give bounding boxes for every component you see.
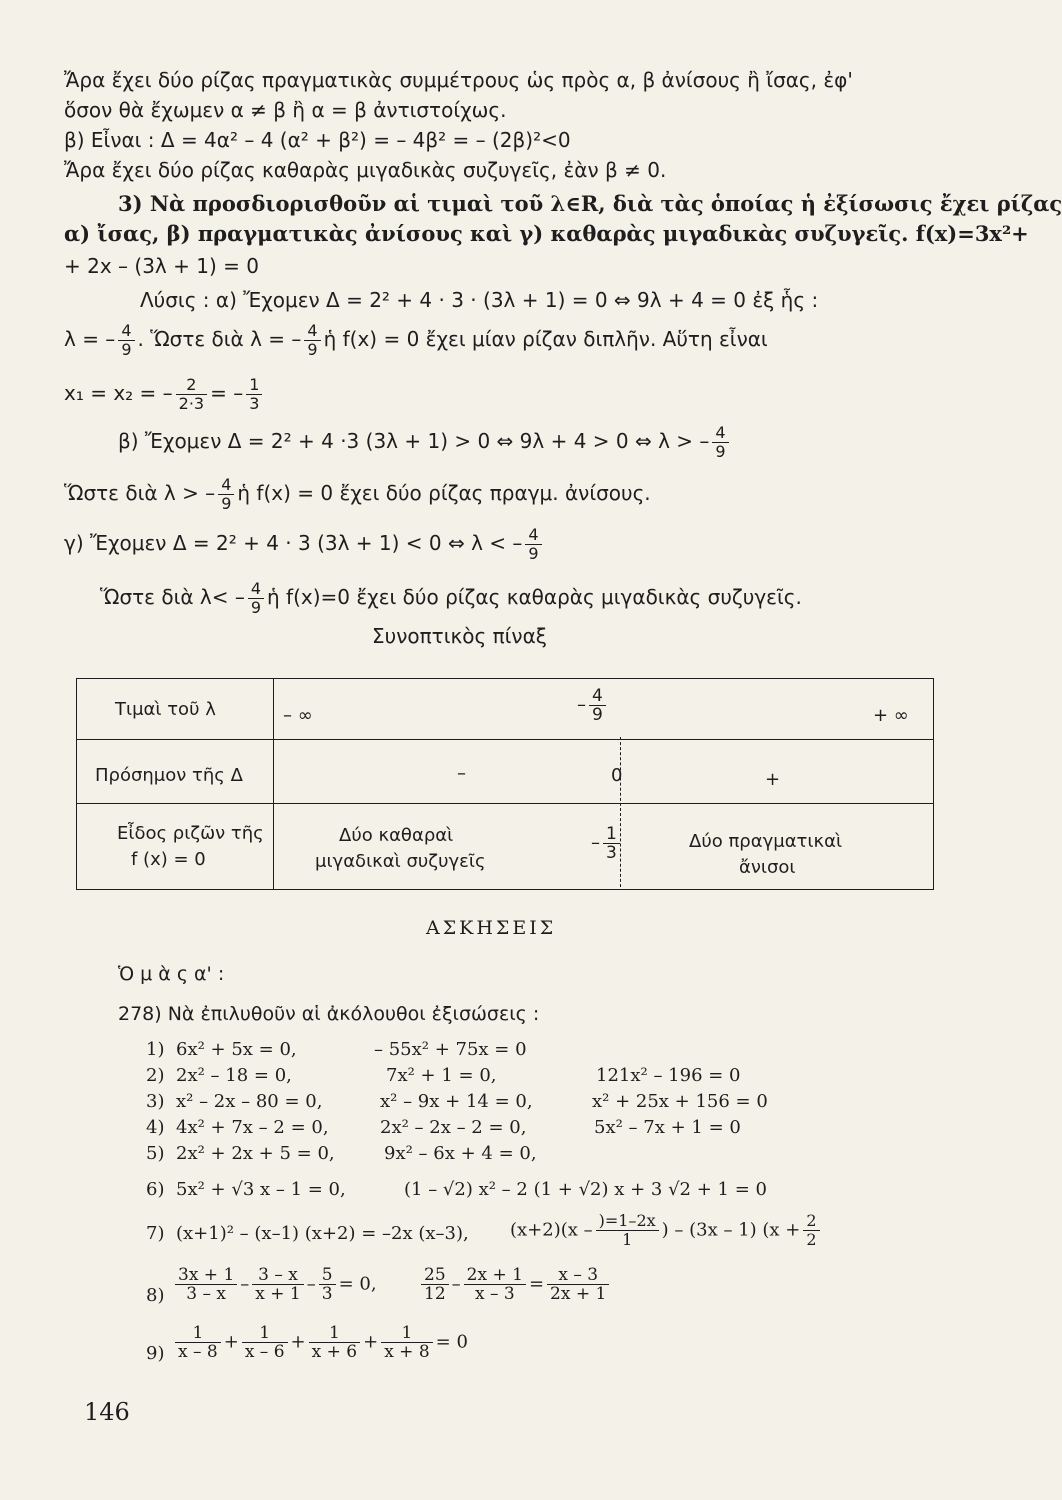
left-kind-a: Δύο καθαραὶ: [339, 825, 454, 846]
row-label-kind-b: f (x) = 0: [131, 849, 206, 870]
fraction-2-over-2x3: $\frac{2}{2\cdot 3}$: [176, 376, 207, 413]
table-divider: [77, 803, 933, 804]
fraction-4-9: $\frac{4}{9}$: [248, 580, 264, 617]
book-page: Ἄρα ἔχει δύο ρίζας πραγματικὰς συμμέτρους ὡς πρὸς α, β ἀνίσους ἢ ἴσας, ἐφ' ὅσον θὰ ἔχωμεν α ≠ β ἢ α = β ἀντιστοίχως. β) Εἶναι : Δ = 4α² – 4 (α² + β²) = – 4β² = – (2β)²<0 Ἄρα ἔχει δύο ρίζας καθαρὰς μιγαδικὰς συζυγεῖς, ἐὰν β ≠ 0. 3) Νὰ προσδιορισθοῦν αἱ τιμαὶ τοῦ λ∈R, διὰ τὰς ὁποίας ἡ ἐξίσωσις ἔχει ρίζας α) ἴσας, β) πραγματικὰς ἀνίσους καὶ γ) καθαρὰς μιγαδικὰς συζυγεῖς. f(x)=3x²+ + 2x – (3λ + 1) = 0 Λύσις : α) Ἔχομεν Δ = 2² + 4 · 3 · (3λ + 1) = 0 ⇔ 9λ + 4 = 0 ἐξ ἧς : λ = – $\frac{4}{9}$ . Ὥστε διὰ λ = – $\frac{4}{9}$ ἡ f(x) = 0 ἔχει μίαν ρίζαν διπλῆν. Αὕτη εἶναι x₁ = x₂ = – $\frac{2}{2\cdot 3}$ = – $\frac{1}{3}$ β) Ἔχομεν Δ = 2² + 4 ·3 (3λ + 1) > 0 ⇔ 9λ + 4 > 0 ⇔ λ > – $\frac{4}{9}$ Ὥστε διὰ λ > – $\frac{4}{9}$ ἡ f(x) = 0 ἔχει δύο ρίζας πραγμ. ἀνίσους. γ) Ἔχομεν Δ = 2² + 4 · 3 (3λ + 1) < 0 ⇔ λ < – $\frac{4}{9}$ Ὥστε διὰ λ< – $\frac{4}{9}$ ἡ f(x)=0 ἔχει δύο ρίζας καθαρὰς μιγαδικὰς συζυγεῖς. Συνοπτικὸς πίναξ Τιμαὶ τοῦ λ – ∞ – $\frac{4}{9}$ + ∞ Πρόσημον τῆς Δ – 0 + Εἶδος ριζῶν τῆς f (x) = 0 Δύο καθαραὶ μιγαδικαὶ συζυγεῖς – $\frac{1}{3}$ Δύο πραγματικαὶ ἄνισοι ΑΣΚΗΣΕΙΣ Ὁ μ ὰ ς α' : 278) Νὰ ἐπιλυθοῦν αἱ ἀκόλουθοι ἐξισώσεις : 1) 6x² + 5x = 0, – 55x² + 75x = 0 2) 2x² – 18 = 0, 7x² + 1 = 0, 121x² – 196 = 0 3) x² – 2x – 80 = 0, x² – 9x + 14 = 0, x² + 25x + 156 = 0 4) 4x² + 7x – 2 = 0, 2x² – 2x – 2 = 0, 5x² – 7x + 1 = 0 5) 2x² + 2x + 5 = 0, 9x² – 6x + 4 = 0, 6) 5x² + √3 x – 1 = 0, (1 – √2) x² – 2 (1 + √2) x + 3 √2 + 1 = 0 7) (x+1)² – (x–1) (x+2) = –2x (x–3), (x+2)(x – $\frac{)=1-2x}{1}$ ) – (3x – 1) (x + $\frac{2}{2}$ 8) $\frac{3x + 1}{3 - x}$ – $\frac{3 - x}{x + 1}$ – $\frac{5}{3}$ = 0, $\frac{25}{12}$ – $\frac{2x + 1}{x - 3}$ = $\frac{x - 3}{2x + 1}$ 9) $\frac{1}{x - 8}$ + $\frac{1}{x - 6}$ + $\frac{1}{x + 6}$ + $\frac{1}{x + 8}$ = 0 146: [64, 68, 1062, 1426]
solution-b-line: β) Ἔχομεν Δ = 2² + 4 ·3 (3λ + 1) > 0 ⇔ 9λ + 4 > 0 ⇔ λ > – $\frac{4}{9}$: [118, 424, 732, 461]
group-a-label: Ὁ μ ὰ ς α' :: [118, 963, 225, 985]
sign-zero: 0: [611, 765, 623, 786]
critical-value-guide: [620, 737, 621, 887]
fraction-4-9: $\frac{4}{9}$: [525, 526, 541, 563]
row-label-lambda: Τιμαὶ τοῦ λ: [115, 699, 216, 720]
intro-line-2: ὅσον θὰ ἔχωμεν α ≠ β ἢ α = β ἀντιστοίχως.: [64, 98, 507, 122]
problem-3-line-2: α) ἴσας, β) πραγματικὰς ἀνίσους καὶ γ) καθαρὰς μιγαδικὰς συζυγεῖς. f(x)=3x²+: [64, 221, 1029, 246]
sign-negative: –: [457, 763, 466, 784]
intro-line-3: β) Εἶναι : Δ = 4α² – 4 (α² + β²) = – 4β² = – (2β)²<0: [64, 128, 571, 152]
exercise-1: 1) 6x² + 5x = 0, – 55x² + 75x = 0: [146, 1039, 527, 1060]
exercise-278-intro: 278) Νὰ ἐπιλυθοῦν αἱ ἀκόλουθοι ἐξισώσεις :: [118, 1003, 540, 1025]
lambda-mid: . Ὥστε διὰ λ = –: [137, 327, 302, 351]
fraction-4-9: $\frac{4}{9}$: [118, 322, 134, 359]
critical-value: – $\frac{4}{9}$: [577, 687, 609, 724]
exercise-2: 2) 2x² – 18 = 0, 7x² + 1 = 0, 121x² – 196 = 0: [146, 1065, 741, 1086]
solution-b-conclusion: Ὥστε διὰ λ > – $\frac{4}{9}$ ἡ f(x) = 0 ἔχει δύο ρίζας πραγμ. ἀνίσους.: [64, 475, 651, 513]
exercise-7: 7) (x+1)² – (x–1) (x+2) = –2x (x–3), (x+2)(x – $\frac{)=1-2x}{1}$ ) – (3x – 1) (x + $\frac{2}{2}$: [146, 1222, 164, 1246]
sign-positive: +: [765, 769, 781, 790]
fraction-4-9: $\frac{4}{9}$: [218, 476, 234, 513]
double-root-line: x₁ = x₂ = – $\frac{2}{2\cdot 3}$ = – $\frac{1}{3}$: [64, 376, 265, 413]
pos-infinity: + ∞: [873, 705, 909, 726]
fraction-4-9: $\frac{4}{9}$: [304, 322, 320, 359]
exercise-3: 3) x² – 2x – 80 = 0, x² – 9x + 14 = 0, x² + 25x + 156 = 0: [146, 1091, 768, 1112]
table-divider: [77, 739, 933, 740]
exercise-4: 4) 4x² + 7x – 2 = 0, 2x² – 2x – 2 = 0, 5x² – 7x + 1 = 0: [146, 1117, 741, 1138]
fraction-1-3: $\frac{1}{3}$: [246, 376, 262, 413]
row-label-sign: Πρόσημον τῆς Δ: [95, 765, 243, 786]
intro-line-1: Ἄρα ἔχει δύο ρίζας πραγματικὰς συμμέτρους ὡς πρὸς α, β ἀνίσους ἢ ἴσας, ἐφ': [64, 68, 853, 92]
exercises-heading: ΑΣΚΗΣΕΙΣ: [426, 917, 557, 939]
table-divider: [273, 679, 274, 889]
lambda-end: ἡ f(x) = 0 ἔχει μίαν ρίζαν διπλῆν. Αὕτη εἶναι: [323, 327, 768, 351]
right-kind-b: ἄνισοι: [739, 857, 796, 878]
solution-c-conclusion: Ὥστε διὰ λ< – $\frac{4}{9}$ ἡ f(x)=0 ἔχει δύο ρίζας καθαρὰς μιγαδικὰς συζυγεῖς.: [100, 579, 802, 617]
problem-3-line-3: + 2x – (3λ + 1) = 0: [64, 254, 259, 278]
solution-a-lambda-line: [64, 322, 768, 359]
solution-c-line: γ) Ἔχομεν Δ = 2² + 4 · 3 (3λ + 1) < 0 ⇔ λ < – $\frac{4}{9}$: [64, 526, 545, 563]
lambda-prefix: λ = –: [64, 327, 116, 351]
left-kind-b: μιγαδικαὶ συζυγεῖς: [315, 851, 486, 872]
intro-line-4: Ἄρα ἔχει δύο ρίζας καθαρὰς μιγαδικὰς συζυγεῖς, ἐὰν β ≠ 0.: [64, 158, 667, 182]
right-kind-a: Δύο πραγματικαὶ: [689, 831, 843, 852]
fraction-4-9: $\frac{4}{9}$: [712, 424, 728, 461]
critical-root: – $\frac{1}{3}$: [591, 825, 623, 862]
table-title: Συνοπτικὸς πίναξ: [372, 624, 547, 648]
exercise-6: 6) 5x² + √3 x – 1 = 0, (1 – √2) x² – 2 (1 + √2) x + 3 √2 + 1 = 0: [146, 1179, 767, 1200]
neg-infinity: – ∞: [283, 705, 313, 726]
exercise-5: 5) 2x² + 2x + 5 = 0, 9x² – 6x + 4 = 0,: [146, 1143, 537, 1164]
page-number: 146: [84, 1398, 130, 1426]
summary-table: [76, 678, 934, 890]
solution-a-line: Λύσις : α) Ἔχομεν Δ = 2² + 4 · 3 · (3λ + 1) = 0 ⇔ 9λ + 4 = 0 ἐξ ἧς :: [140, 288, 819, 312]
problem-3-line-1: 3) Νὰ προσδιορισθοῦν αἱ τιμαὶ τοῦ λ∈R, διὰ τὰς ὁποίας ἡ ἐξίσωσις ἔχει ρίζας: [118, 191, 1062, 216]
row-label-kind-a: Εἶδος ριζῶν τῆς: [117, 823, 264, 844]
